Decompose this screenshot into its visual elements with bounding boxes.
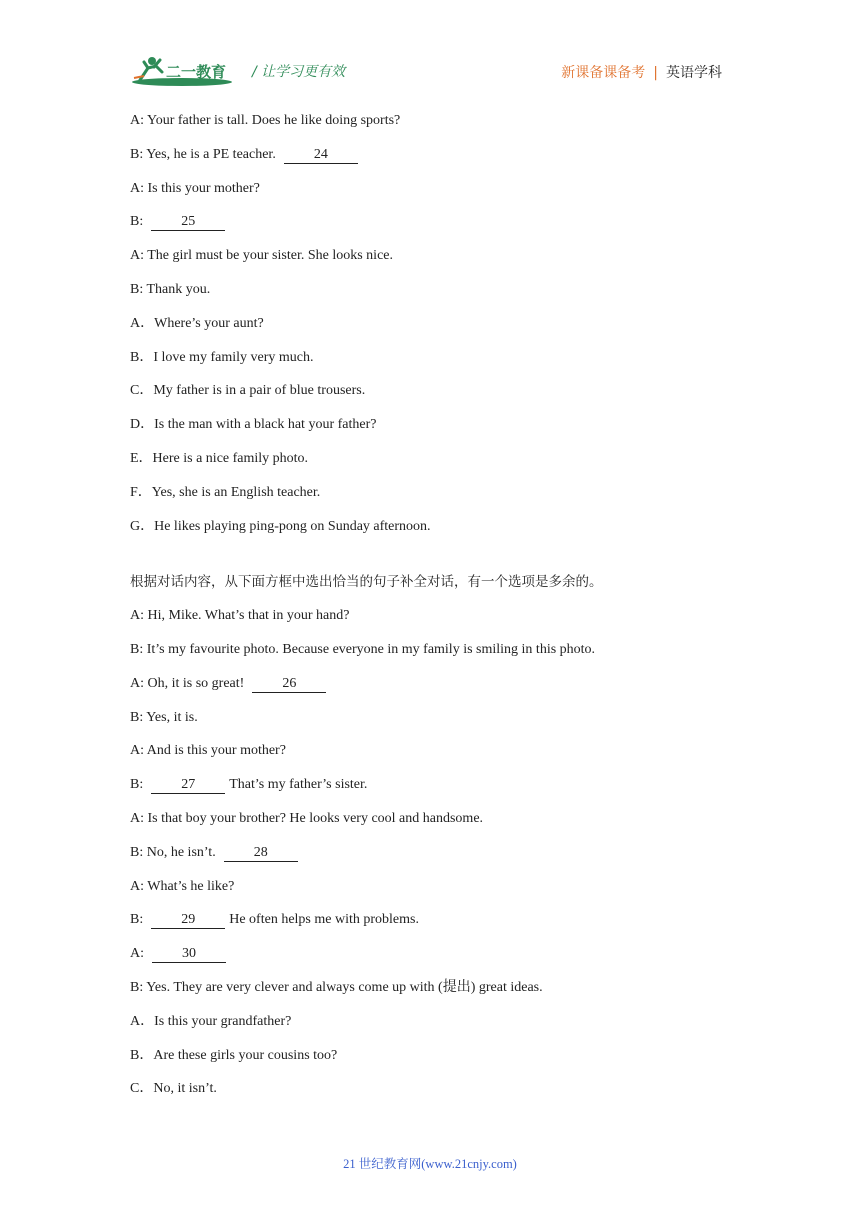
dialogue-text: A: Is this your mother?	[130, 180, 260, 196]
dialogue-text: A: What’s he like?	[130, 878, 235, 894]
dialogue-text: A: The girl must be your sister. She looks nice.	[130, 248, 393, 264]
dialogue-text: A: Oh, it is so great!	[130, 675, 245, 691]
dialogue-text: B: Thank you.	[130, 281, 211, 297]
dialogue-line	[130, 979, 730, 997]
dialogue-line	[130, 742, 730, 760]
option-item: D．Is the man with a black hat your father?	[130, 417, 377, 433]
option-item: G．He likes playing ping-pong on Sunday afternoon.	[130, 518, 431, 534]
dialogue-text: A: Is that boy your brother? He looks very cool and handsome.	[130, 810, 484, 826]
dialogue-line	[130, 776, 730, 794]
option-item: F．Yes, she is an English teacher.	[130, 484, 321, 500]
header-subject: 英语学科	[666, 65, 722, 81]
answer-blank: 24	[284, 147, 358, 164]
option-item: B．Are these girls your cousins too?	[130, 1047, 338, 1063]
dialogue-line	[130, 945, 730, 963]
dialogue-line	[130, 911, 730, 929]
dialogue-line	[130, 844, 730, 862]
answer-blank: 28	[224, 845, 298, 862]
dialogue-line	[130, 607, 730, 625]
dialogue-text: B: Yes. They are very clever and always come up with (提出) great ideas.	[130, 979, 543, 995]
dialogue-line	[130, 247, 730, 265]
dialogue-line	[130, 810, 730, 828]
dialogue-text: B:	[130, 777, 144, 793]
option-item: C．My father is in a pair of blue trousers.	[130, 383, 366, 399]
dialogue-text: A: And is this your mother?	[130, 743, 286, 759]
option-item: E．Here is a nice family photo.	[130, 450, 309, 466]
dialogue-line	[130, 641, 730, 659]
dialogue-line	[130, 675, 730, 693]
option-item: A．Is this your grandfather?	[130, 1013, 292, 1029]
dialogue-text-after: That’s my father’s sister.	[229, 777, 368, 793]
section-gap	[130, 551, 730, 573]
dialogue-line	[130, 146, 730, 164]
header-course: 新课备课备考	[561, 65, 646, 81]
dialogue-text: B: Yes, it is.	[130, 709, 198, 725]
header-slogan: / 让学习更有效	[252, 64, 346, 80]
answer-blank: 27	[151, 777, 225, 794]
dialogue-text: B: It’s my favourite photo. Because everyone in my family is smiling in this photo.	[130, 641, 596, 657]
answer-blank: 29	[151, 912, 225, 929]
dialogue-text: A: Hi, Mike. What’s that in your hand?	[130, 608, 350, 624]
dialogue-text: A:	[130, 946, 144, 962]
document-body	[130, 112, 730, 1114]
dialogue-line	[130, 180, 730, 198]
dialogue-text-after: He often helps me with problems.	[229, 912, 419, 928]
option-item: B．I love my family very much.	[130, 349, 314, 365]
page-header	[130, 52, 730, 92]
option-item: C．No, it isn’t.	[130, 1081, 217, 1097]
dialogue-line	[130, 281, 730, 299]
option-item: A．Where’s your aunt?	[130, 315, 264, 331]
section1-dialogue	[130, 112, 730, 299]
dialogue-text: B:	[130, 214, 144, 230]
dialogue-line	[130, 112, 730, 130]
dialogue-text: B: Yes, he is a PE teacher.	[130, 146, 276, 162]
answer-blank: 26	[252, 676, 326, 693]
page-footer: 21 世纪教育网(www.21cnjy.com)	[343, 1157, 517, 1171]
dialogue-line	[130, 709, 730, 727]
answer-blank: 30	[152, 946, 226, 963]
section2-dialogue	[130, 607, 730, 997]
brand-logo	[130, 54, 242, 88]
section2-instruction: 根据对话内容，从下面方框中选出恰当的句子补全对话，有一个选项是多余的。	[130, 574, 603, 591]
header-course-info	[561, 62, 722, 82]
dialogue-text: B: No, he isn’t.	[130, 844, 216, 860]
answer-blank: 25	[151, 214, 225, 231]
section2-options	[130, 1013, 730, 1099]
header-separator: |	[653, 65, 658, 81]
dialogue-line	[130, 878, 730, 896]
dialogue-line	[130, 213, 730, 231]
section1-options	[130, 315, 730, 536]
dialogue-text: A: Your father is tall. Does he like doing sports?	[130, 113, 401, 128]
svg-text:二一教育: 二一教育	[166, 63, 227, 81]
dialogue-text: B:	[130, 912, 144, 928]
